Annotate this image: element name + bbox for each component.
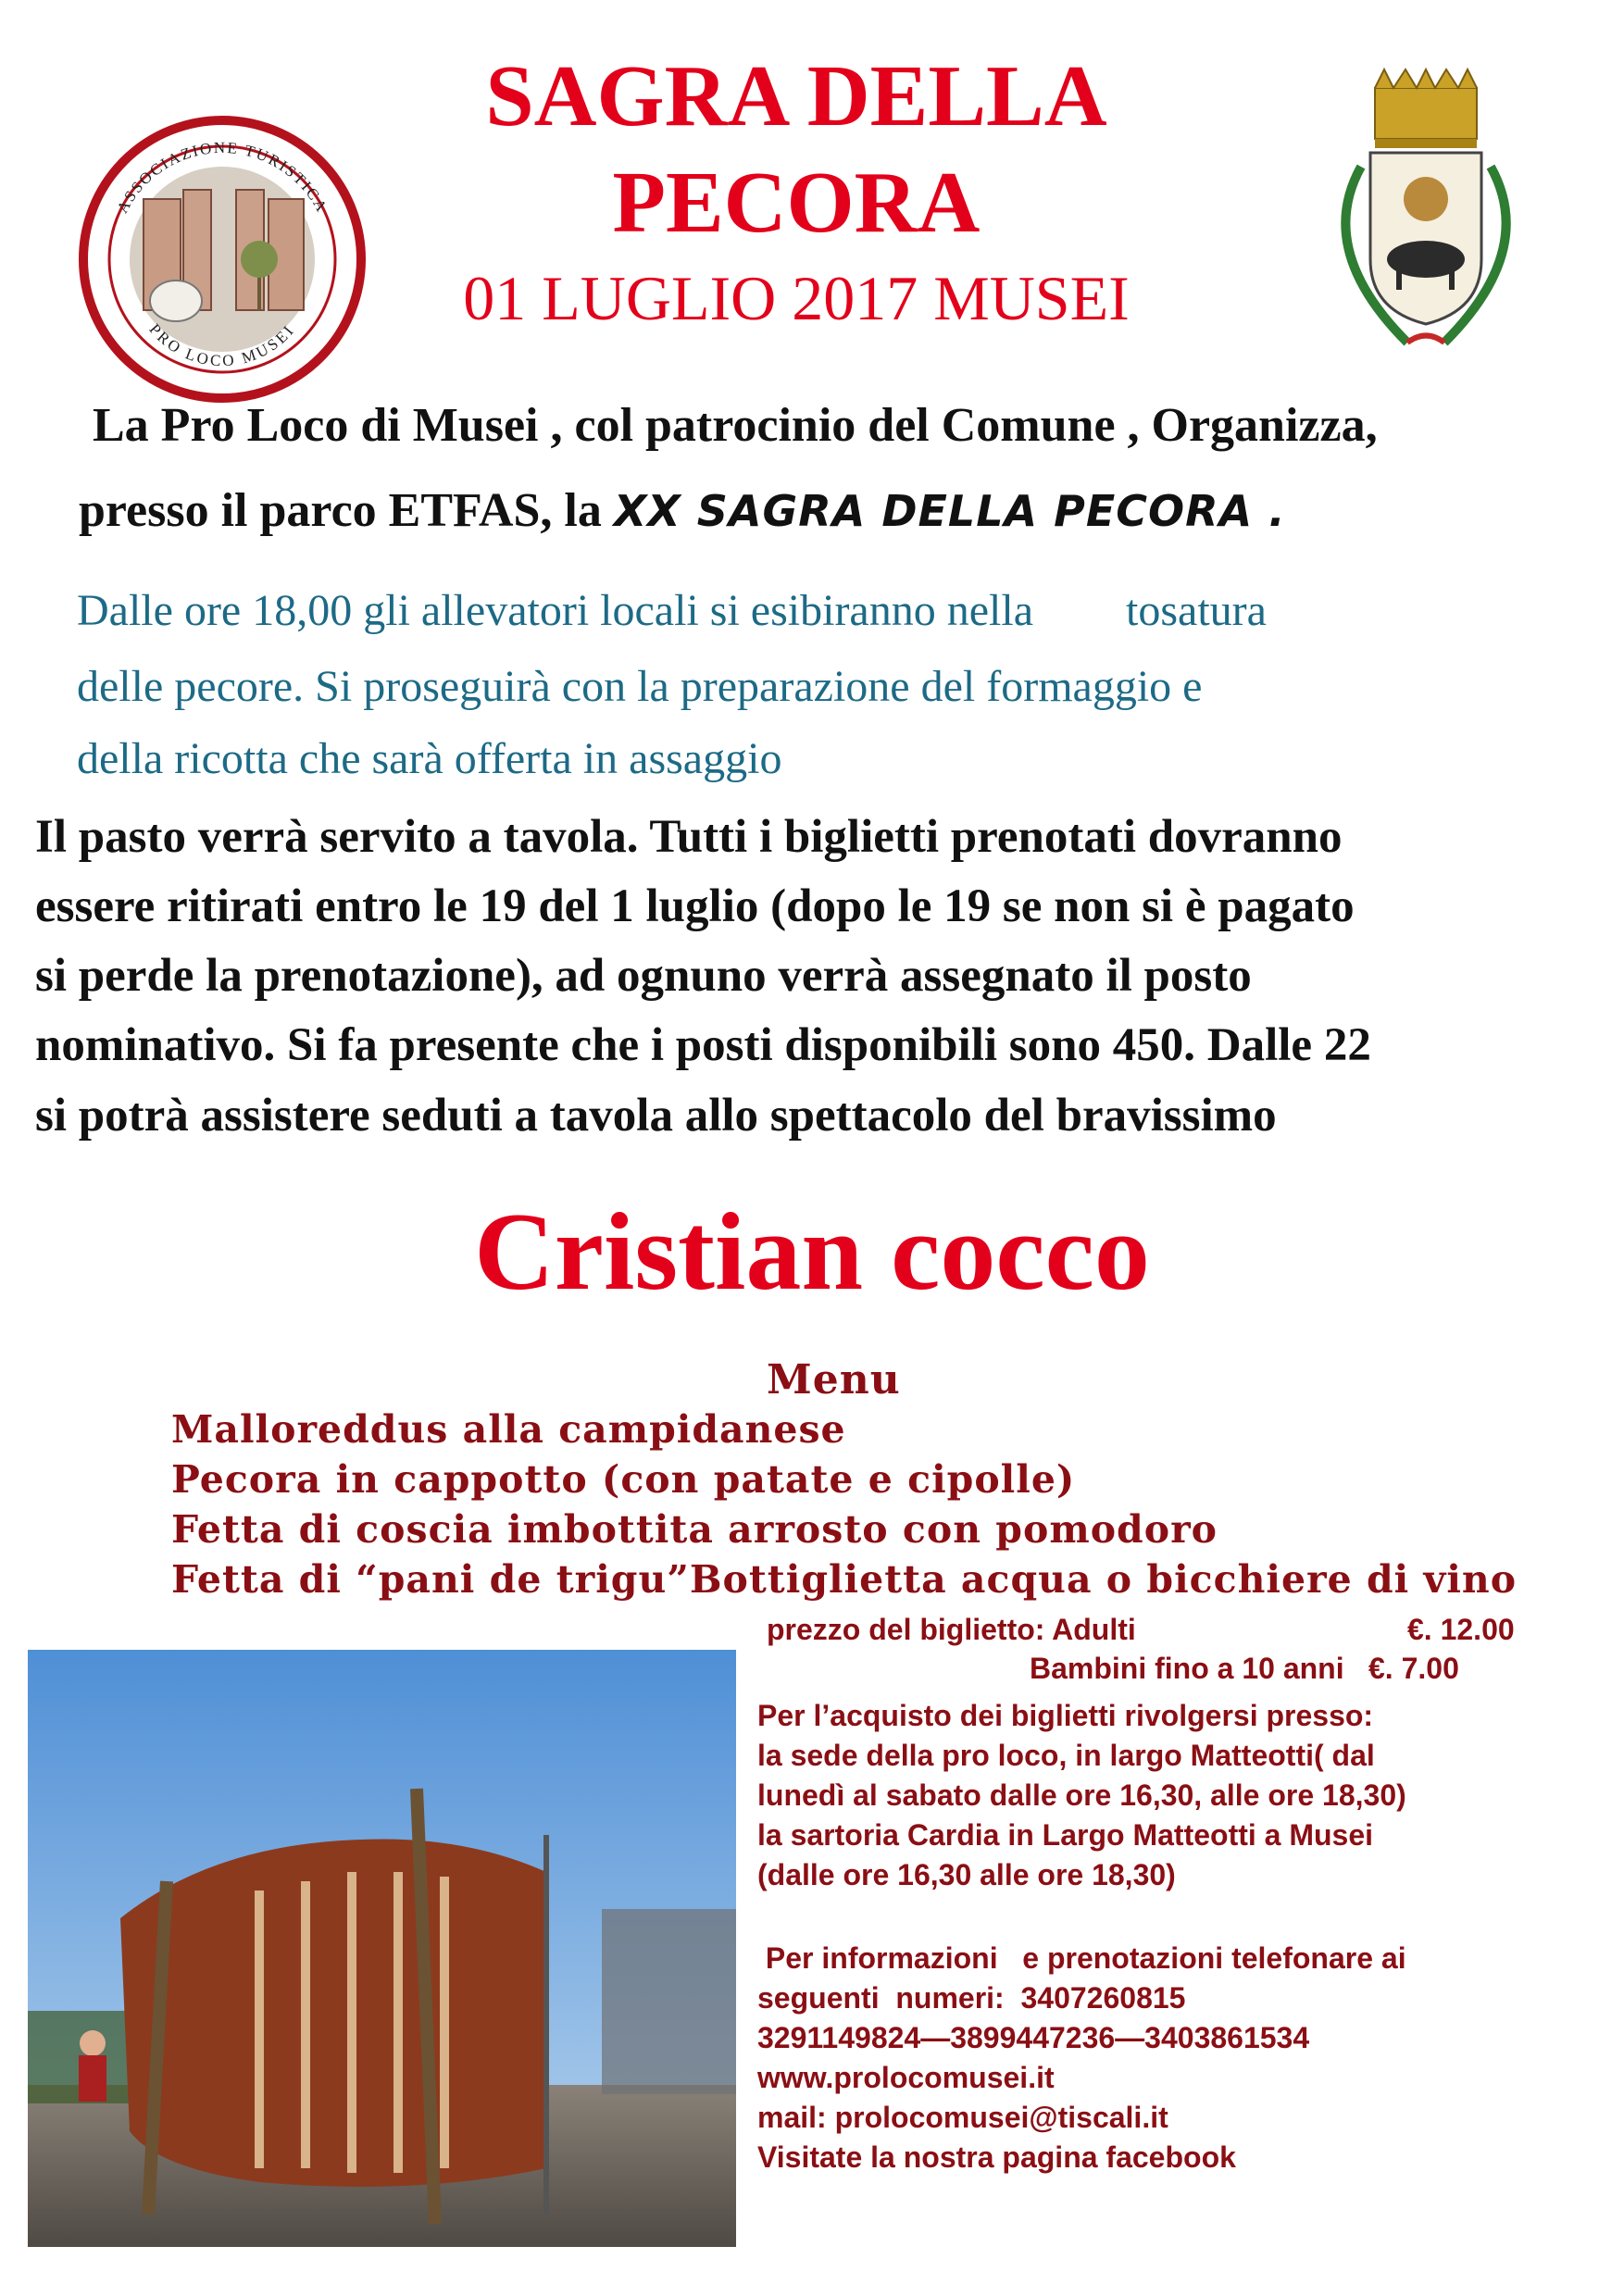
contact-phone: 3291149824—3899447236—3403861534 bbox=[757, 2021, 1310, 2054]
intro-line-2-prefix: presso il parco ETFAS, la bbox=[79, 484, 614, 537]
intro-line-2 bbox=[79, 483, 1286, 538]
website-link[interactable]: www.prolocomusei.it bbox=[757, 2061, 1055, 2094]
purchase-line: Per l’acquisto dei biglietti rivolgersi presso: bbox=[757, 1699, 1374, 1732]
price-adult: €. 12.00 bbox=[1407, 1613, 1515, 1646]
menu-item: Fetta di coscia imbottita arrosto con pomodoro bbox=[171, 1507, 1218, 1552]
purchase-line: (dalle ore 16,30 alle ore 18,30) bbox=[757, 1858, 1176, 1891]
intro-line-1: La Pro Loco di Musei , col patrocinio del Comune , Organizza, bbox=[93, 399, 1378, 452]
menu-item: Pecora in cappotto (con patate e cipolle) bbox=[171, 1457, 1076, 1502]
details-line-5: si potrà assistere seduti a tavola allo spettacolo del bravissimo bbox=[35, 1090, 1277, 1142]
intro-event-name: XX SAGRA DELLA PECORA . bbox=[613, 486, 1286, 536]
pro-loco-logo bbox=[74, 111, 370, 407]
details-line-4: nominativo. Si fa presente che i posti disponibili sono 450. Dalle 22 bbox=[35, 1019, 1371, 1071]
price-child: €. 7.00 bbox=[1368, 1652, 1459, 1685]
menu-heading: Menu bbox=[767, 1356, 901, 1404]
details-line-2: essere ritirati entro le 19 del 1 luglio (dopo le 19 se non si è pagato bbox=[35, 880, 1355, 932]
price-child-label: Bambini fino a 10 anni bbox=[1030, 1652, 1344, 1685]
svg-text:PRO LOCO MUSEI bbox=[146, 320, 299, 369]
details-line-1: Il pasto verrà servito a tavola. Tutti i biglietti prenotati dovranno bbox=[35, 811, 1343, 863]
roast-sheep-photo bbox=[28, 1650, 736, 2247]
menu-item: Malloreddus alla campidanese bbox=[171, 1407, 846, 1452]
program-line-1a: Dalle ore 18,00 gli allevatori locali si esibiranno nella bbox=[77, 586, 1034, 635]
svg-text:ASSOCIAZIONE TURISTICA bbox=[113, 139, 331, 216]
purchase-line: la sede della pro loco, in largo Matteotti( dal bbox=[757, 1739, 1375, 1772]
email-link[interactable]: mail: prolocomusei@tiscali.it bbox=[757, 2101, 1168, 2134]
performer-name: Cristian cocco bbox=[474, 1190, 1150, 1313]
logo-bottom-text: PRO LOCO MUSEI bbox=[145, 320, 299, 370]
program-line-3: della ricotta che sarà offerta in assaggio bbox=[77, 734, 782, 783]
details-line-3: si perde la prenotazione), ad ognuno verrà assegnato il posto bbox=[35, 950, 1252, 1002]
price-adult-label: prezzo del biglietto: Adulti bbox=[767, 1613, 1136, 1646]
program-line-1 bbox=[77, 585, 1267, 636]
contact-phone: seguenti numeri: 3407260815 bbox=[757, 1981, 1186, 2015]
coat-of-arms bbox=[1296, 65, 1555, 370]
purchase-line: lunedì al sabato dalle ore 16,30, alle ore 18,30) bbox=[757, 1778, 1406, 1812]
logo-top-text: ASSOCIAZIONE TURISTICA bbox=[113, 138, 331, 217]
page-title-line1: SAGRA DELLA bbox=[485, 48, 1107, 144]
page-title-line2: PECORA bbox=[612, 155, 981, 251]
facebook-note: Visitate la nostra pagina facebook bbox=[757, 2140, 1236, 2174]
menu-item: Fetta di “pani de trigu”Bottiglietta acqua o bicchiere di vino bbox=[171, 1557, 1518, 1602]
event-date: 01 LUGLIO 2017 MUSEI bbox=[463, 263, 1130, 333]
program-line-2: delle pecore. Si proseguirà con la preparazione del formaggio e bbox=[77, 662, 1203, 711]
contact-line: Per informazioni e prenotazioni telefonare ai bbox=[757, 1941, 1406, 1975]
program-line-1b: tosatura bbox=[1126, 586, 1267, 635]
purchase-line: la sartoria Cardia in Largo Matteotti a Musei bbox=[757, 1818, 1374, 1852]
